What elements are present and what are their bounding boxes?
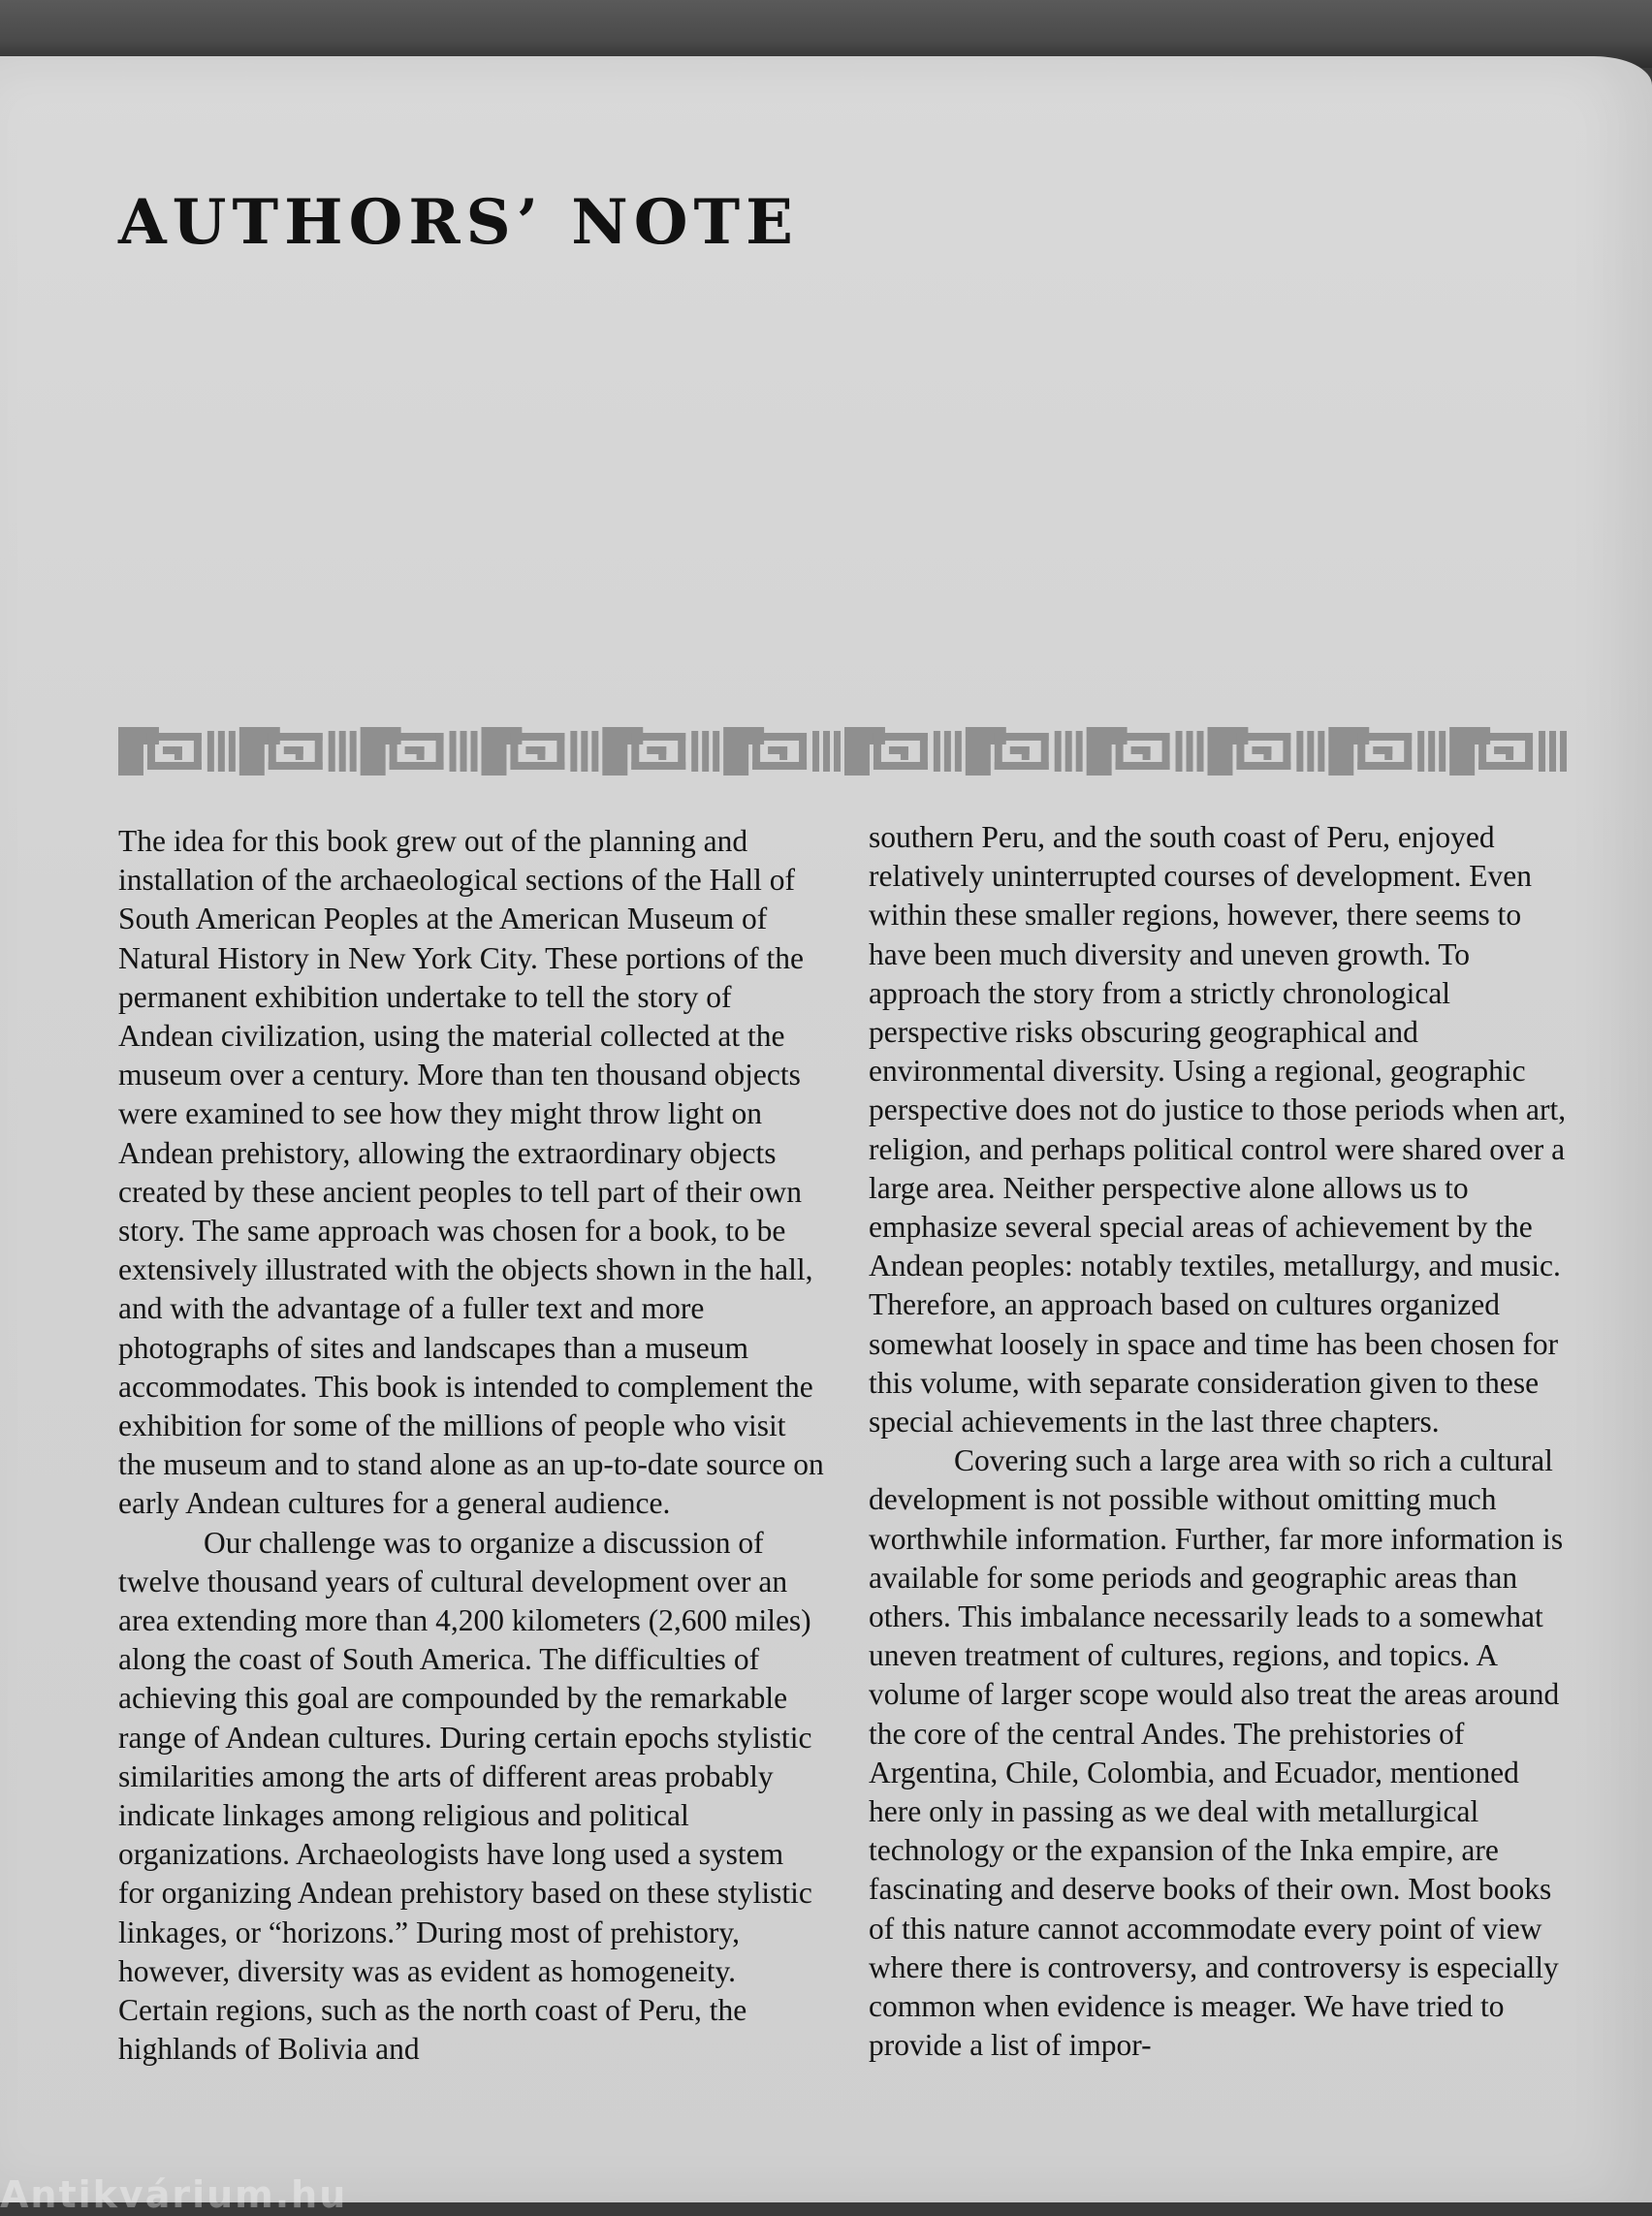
fret-unit <box>844 727 962 776</box>
text-column-left <box>118 822 826 2070</box>
step-fret-frieze <box>118 727 1571 776</box>
fret-unit <box>1449 727 1567 776</box>
watermark: Antikvárium.hu <box>0 2173 348 2216</box>
fret-unit <box>602 727 719 776</box>
fret-unit <box>723 727 841 776</box>
fret-unit <box>1087 727 1204 776</box>
book-page <box>0 56 1652 2202</box>
fret-unit <box>361 727 478 776</box>
fret-unit <box>482 727 599 776</box>
fret-unit <box>1208 727 1325 776</box>
fret-unit <box>118 727 236 776</box>
fret-unit <box>239 727 357 776</box>
fret-unit <box>1328 727 1446 776</box>
fret-unit <box>966 727 1083 776</box>
page-title: AUTHORS’ NOTE <box>118 186 799 259</box>
paragraph: Covering such a large area with so rich a cultural development is not possible without omitting much worthwhile information. Further, far more information is available for some periods and geographic areas than others. This imbalance necessarily leads to a somewhat uneven treatment of cultures, regions, and topics. A volume of larger scope would also treat the areas around the core of the central Andes. The prehistories of Argentina, Chile, Colombia, and Ecuador, mentioned here only in passing as we deal with metallurgical technology or the expansion of the Inka empire, are fascinating and deserve books of their own. Most books of this nature cannot accommodate every point of view where there is controversy, and controversy is especially common when evidence is meager. We have tried to provide a list of impor- <box>869 1443 1564 2063</box>
paragraph: southern Peru, and the south coast of Peru, enjoyed relatively uninterrupted courses of development. Even within these smaller regions, however, there seems to have been much diversity and uneven growth. To approach the story from a strictly chronological perspective risks obscuring geographical and environmental diversity. Using a regional, geographic perspective does not do justice to those periods when art, religion, and perhaps political control were shared over a large area. Neither perspective alone allows us to emphasize several special areas of achievement by the Andean peoples: notably textiles, metallurgy, and music. Therefore, an approach based on cultures organized somewhat loosely in space and time has been chosen for this volume, with separate consideration given to these special achievements in the last three chapters. <box>869 820 1567 1440</box>
paragraph: The idea for this book grew out of the planning and installation of the archaeological sections of the Hall of South American Peoples at the American Museum of Natural History in New York City. These portions of the permanent exhibition undertake to tell the story of Andean civilization, using the material collected at the museum over a century. More than ten thousand objects were examined to see how they might throw light on Andean prehistory, allowing the extraordinary objects created by these ancient peoples to tell part of their own story. The same approach was chosen for a book, to be extensively illustrated with the objects shown in the hall, and with the advantage of a fuller text and more photographs of sites and landscapes than a museum accommodates. This book is intended to complement the exhibition for some of the millions of people who visit the museum and to stand alone as an up-to-date source on early Andean cultures for a general audience. <box>118 824 824 1521</box>
paragraph: Our challenge was to organize a discussion of twelve thousand years of cultural development over an area extending more than 4,200 kilometers (2,600 miles) along the coast of South America. The difficulties of achieving this goal are compounded by the remarkable range of Andean cultures. During certain epochs stylistic similarities among the arts of different areas probably indicate linkages among religious and political organizations. Archaeologists have long used a system for organizing Andean prehistory based on these stylistic linkages, or “horizons.” During most of prehistory, however, diversity was as evident as homogeneity. Certain regions, such as the north coast of Peru, the highlands of Bolivia and <box>118 1525 812 2067</box>
text-column-right <box>869 818 1576 2066</box>
